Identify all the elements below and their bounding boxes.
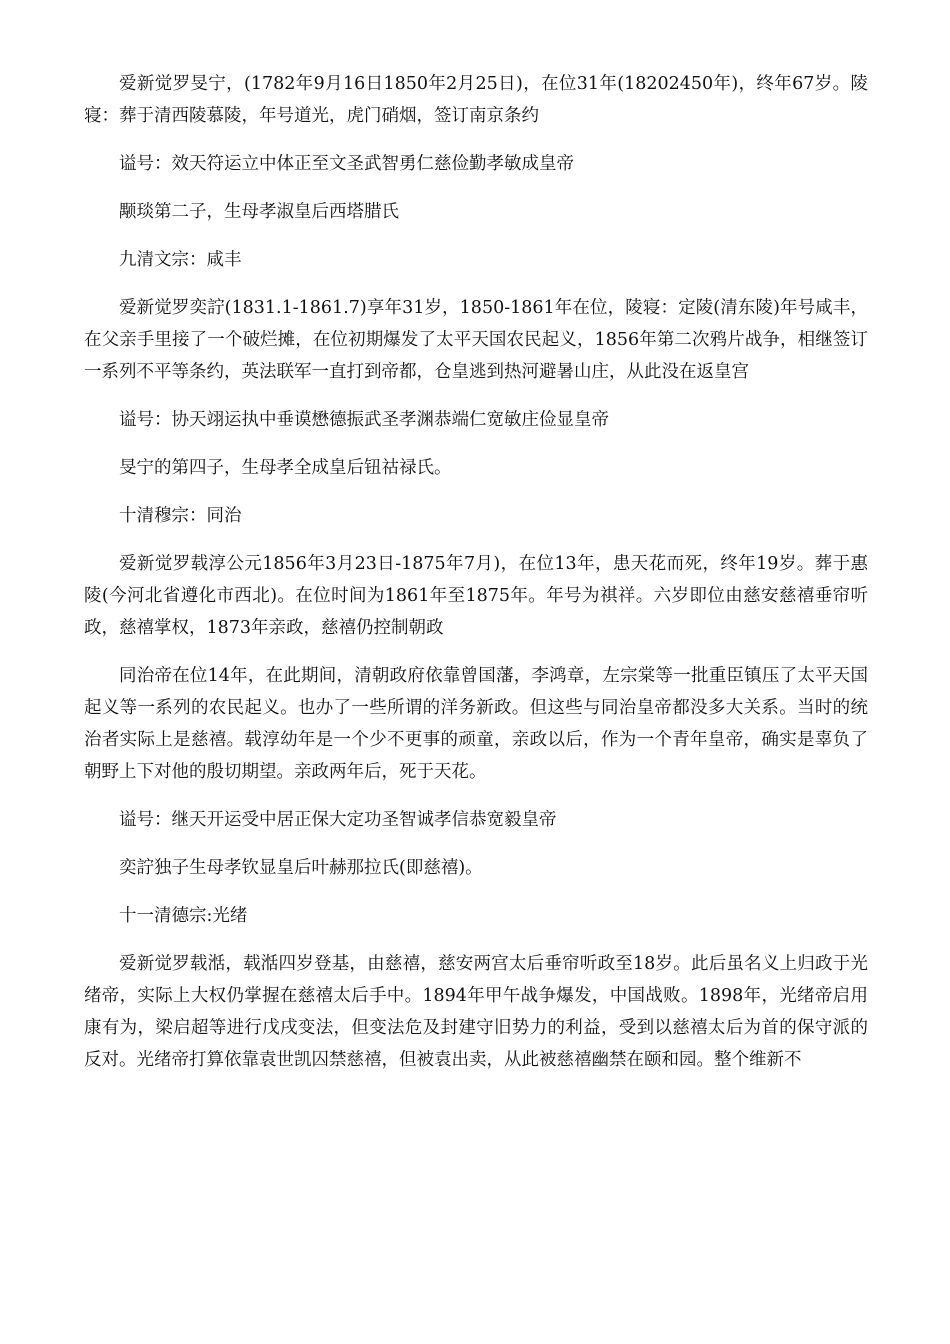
paragraph-tongzhi-bio: 爱新觉罗载淳公元1856年3月23日-1875年7月)，在位13年，患天花而死，终年19岁。葬于惠陵(今河北省遵化市西北)。在位时间为1861年至1875年。年号为祺祥。六岁即位由慈安慈禧垂帘听政，慈禧掌权，1873年亲政，慈禧仍控制朝政 xyxy=(84,554,868,638)
paragraph-tongzhi-posthumous-name: 谥号：继天开运受中居正保大定功圣智诚孝信恭宽毅皇帝 xyxy=(119,810,557,830)
heading-xianfeng: 九清文宗：咸丰 xyxy=(119,250,242,270)
paragraph-daoguang-posthumous-name: 谥号：效天符运立中体正至文圣武智勇仁慈俭勤孝敏成皇帝 xyxy=(119,154,574,174)
heading-guangxu: 十一清德宗:光绪 xyxy=(119,906,248,926)
paragraph-xianfeng-bio: 爱新觉罗奕詝(1831.1-1861.7)享年31岁，1850-1861年在位，陵寝：定陵(清东陵)年号咸丰，在父亲手里接了一个破烂摊，在位初期爆发了太平天国农民起义，1856年第二次鸦片战争，相继签订一系列不平等条约，英法联军一直打到帝都，仓皇逃到热河避暑山庄，从此没在返皇宫 xyxy=(84,298,868,382)
paragraph-xianfeng-parentage: 旻宁的第四子，生母孝全成皇后钮祜禄氏。 xyxy=(119,458,452,478)
paragraph-daoguang-parentage: 颙琰第二子，生母孝淑皇后西塔腊氏 xyxy=(119,202,399,222)
document-body xyxy=(84,68,868,1092)
paragraph-xianfeng-posthumous-name: 谥号：协天翊运执中垂谟懋德振武圣孝渊恭端仁宽敏庄俭显皇帝 xyxy=(119,410,609,430)
paragraph-daoguang-bio: 爱新觉罗旻宁，(1782年9月16日1850年2月25日)，在位31年(18202450年)，终年67岁。陵寝：葬于清西陵慕陵，年号道光，虎门硝烟，签订南京条约 xyxy=(84,74,868,126)
heading-tongzhi: 十清穆宗：同治 xyxy=(119,506,242,526)
paragraph-tongzhi-reign: 同治帝在位14年，在此期间，清朝政府依靠曾国藩，李鸿章，左宗棠等一批重臣镇压了太平天国起义等一系列的农民起义。也办了一些所谓的洋务新政。但这些与同治皇帝都没多大关系。当时的统治者实际上是慈禧。载淳幼年是一个少不更事的顽童，亲政以后，作为一个青年皇帝，确实是辜负了朝野上下对他的殷切期望。亲政两年后，死于天花。 xyxy=(84,666,868,782)
paragraph-guangxu-bio: 爱新觉罗载湉，载湉四岁登基，由慈禧，慈安两宫太后垂帘听政至18岁。此后虽名义上归政于光绪帝，实际上大权仍掌握在慈禧太后手中。1894年甲午战争爆发，中国战败。1898年，光绪帝启用康有为，梁启超等进行戊戌变法，但变法危及封建守旧势力的利益，受到以慈禧太后为首的保守派的反对。光绪帝打算依靠袁世凯囚禁慈禧，但被袁出卖，从此被慈禧幽禁在颐和园。整个维新不 xyxy=(84,954,868,1070)
paragraph-tongzhi-parentage: 奕詝独子生母孝钦显皇后叶赫那拉氏(即慈禧)。 xyxy=(119,858,483,878)
